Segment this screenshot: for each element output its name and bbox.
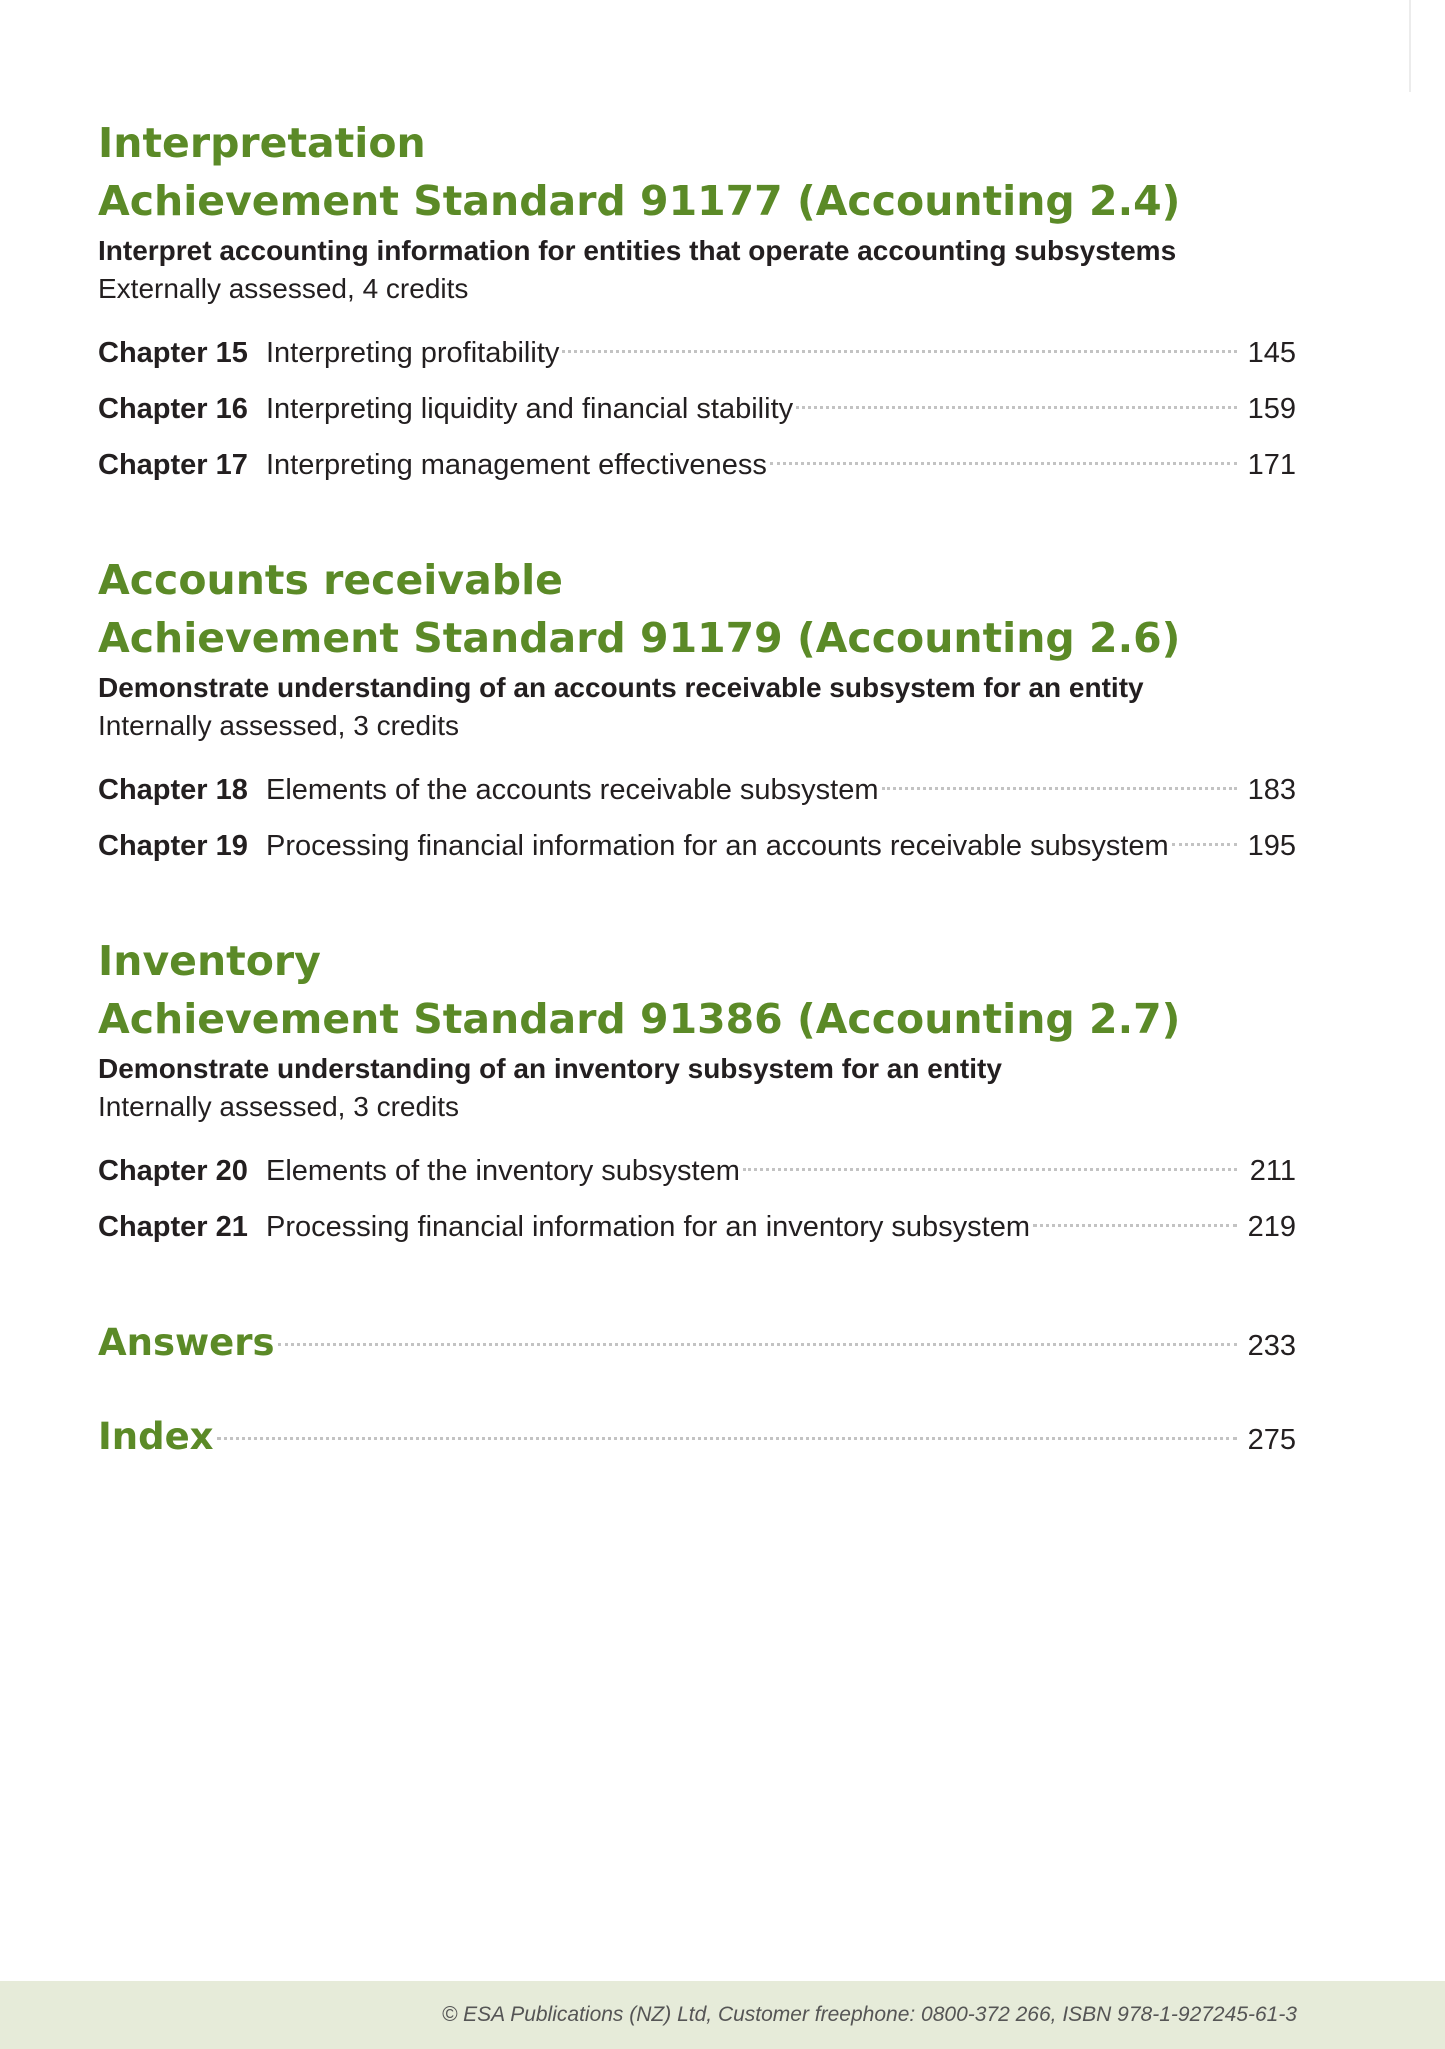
chapter-title: Processing financial information for an inventory subsystem <box>266 1211 1031 1243</box>
toc-section-interpretation <box>98 114 1296 493</box>
assessment-info: Internally assessed, 3 credits <box>98 710 460 741</box>
toc-entry-chapter-19[interactable] <box>98 818 1296 874</box>
toc-entry-chapter-17[interactable] <box>98 437 1296 493</box>
toc-entry-chapter-21[interactable] <box>98 1199 1296 1255</box>
page-number: 159 <box>1247 393 1296 425</box>
chapter-title: Interpreting profitability <box>266 337 560 369</box>
chapter-number: Chapter 17 <box>98 449 248 481</box>
toc-entry-chapter-18[interactable] <box>98 762 1296 818</box>
dot-leader <box>1033 1224 1237 1227</box>
toc-entry-answers[interactable] <box>98 1313 1296 1373</box>
chapter-list <box>98 762 1296 874</box>
achievement-standard-heading: Achievement Standard 91386 (Accounting 2.7) <box>98 995 1181 1043</box>
footer-band <box>0 1981 1445 2049</box>
chapter-list <box>98 1143 1296 1255</box>
achievement-standard-heading: Achievement Standard 91179 (Accounting 2.6) <box>98 614 1181 662</box>
chapter-number: Chapter 16 <box>98 393 248 425</box>
page-number: 211 <box>1249 1155 1296 1187</box>
chapter-number: Chapter 20 <box>98 1155 248 1187</box>
standard-description: Demonstrate understanding of an accounts receivable subsystem for an entity <box>98 672 1144 703</box>
page-number: 195 <box>1247 830 1296 862</box>
table-of-contents <box>98 114 1296 1501</box>
toc-entry-index[interactable] <box>98 1407 1296 1467</box>
toc-section-accounts-receivable <box>98 551 1296 874</box>
page-number: 171 <box>1247 449 1296 481</box>
standard-description: Interpret accounting information for entities that operate accounting subsystems <box>98 235 1177 266</box>
chapter-number: Chapter 15 <box>98 337 248 369</box>
section-title: Interpretation <box>98 119 426 167</box>
dot-leader <box>796 406 1237 409</box>
achievement-standard-heading: Achievement Standard 91177 (Accounting 2.4) <box>98 177 1181 225</box>
copyright-footer: © ESA Publications (NZ) Ltd, Customer freephone: 0800-372 266, ISBN 978-1-927245-61-3 <box>441 2003 1297 2026</box>
dot-leader <box>562 350 1237 353</box>
dot-leader <box>217 1437 1237 1440</box>
chapter-list <box>98 325 1296 493</box>
chapter-number: Chapter 19 <box>98 830 248 862</box>
toc-entry-chapter-15[interactable] <box>98 325 1296 381</box>
dot-leader <box>278 1343 1237 1346</box>
page-number: 275 <box>1247 1424 1296 1456</box>
section-title: Accounts receivable <box>98 556 563 604</box>
dot-leader <box>1172 843 1237 846</box>
dot-leader <box>743 1168 1237 1171</box>
page-number: 219 <box>1247 1211 1296 1243</box>
chapter-title: Elements of the inventory subsystem <box>266 1155 740 1187</box>
page-edge-rule <box>1409 0 1411 92</box>
page-number: 183 <box>1247 774 1296 806</box>
toc-section-inventory <box>98 932 1296 1255</box>
assessment-info: Internally assessed, 3 credits <box>98 1091 460 1122</box>
chapter-title: Interpreting liquidity and financial stability <box>266 393 794 425</box>
page-number: 145 <box>1247 337 1296 369</box>
dot-leader <box>770 462 1237 465</box>
section-title: Inventory <box>98 937 321 985</box>
dot-leader <box>882 787 1237 790</box>
toc-entry-chapter-16[interactable] <box>98 381 1296 437</box>
answers-title: Answers <box>98 1321 275 1364</box>
chapter-title: Interpreting management effectiveness <box>266 449 767 481</box>
standard-description: Demonstrate understanding of an inventory subsystem for an entity <box>98 1053 1002 1084</box>
chapter-title: Elements of the accounts receivable subsystem <box>266 774 879 806</box>
index-title: Index <box>98 1415 214 1458</box>
page-number: 233 <box>1247 1330 1296 1362</box>
assessment-info: Externally assessed, 4 credits <box>98 273 469 304</box>
chapter-title: Processing financial information for an accounts receivable subsystem <box>266 830 1169 862</box>
chapter-number: Chapter 21 <box>98 1211 248 1243</box>
toc-entry-chapter-20[interactable] <box>98 1143 1296 1199</box>
chapter-number: Chapter 18 <box>98 774 248 806</box>
